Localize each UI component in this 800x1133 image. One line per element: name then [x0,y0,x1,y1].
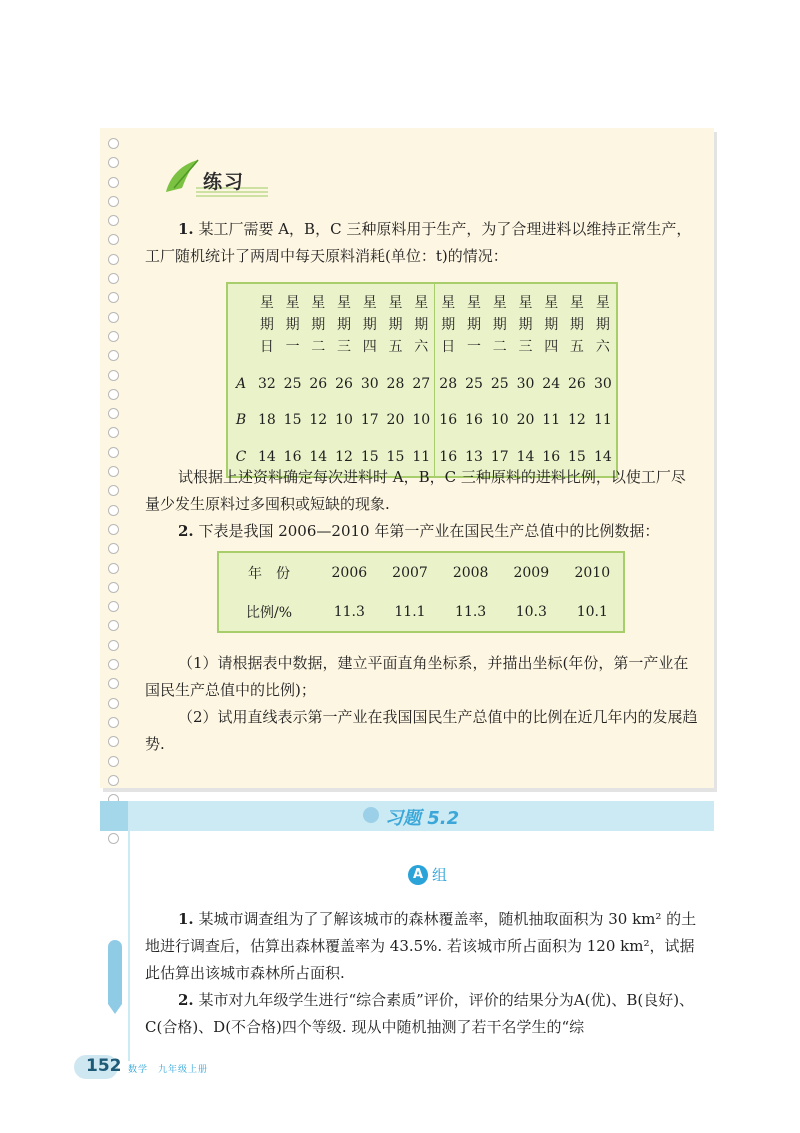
question-2-part-1: （1）请根据表中数据，建立平面直角坐标系，并描出坐标(年份，第一产业在国民生产总值中的比例)； [145,654,689,699]
row-label: B [235,412,247,429]
ring [108,833,119,844]
day-label: 星期二 [492,295,507,355]
table-cell: 25 [490,376,509,393]
table-cell: 10 [490,412,509,429]
table-cell: 12 [568,412,586,429]
table-cell: 10 [335,412,353,429]
year-cell: 2007 [392,564,428,581]
day-header [564,283,590,366]
day-header [280,283,306,366]
table-cell: 14 [309,449,328,466]
year-cell: 2008 [452,564,489,581]
ring [108,485,119,496]
ratio-cell: 11.3 [333,603,365,620]
exercise-question-1 [145,906,700,987]
practice-title: 练习 [203,171,246,193]
group-label: 组 [432,866,448,884]
table-cell: 24 [542,376,561,393]
question-2-text: 下表是我国 2006—2010 年第一产业在国民生产总值中的比例数据： [198,522,660,540]
table-cell: 28 [435,366,461,402]
ratio-cell: 11.3 [455,603,487,620]
table-cell: 15 [568,449,586,466]
material-consumption-table [226,282,618,478]
ring [108,543,119,554]
day-header [383,283,409,366]
exercise-side-line [128,831,130,1061]
question-2-number: 2. [178,522,194,540]
table-cell: 14 [516,449,535,466]
page-footer [74,1053,374,1083]
day-header [513,283,539,366]
ring [108,447,119,458]
ring [108,640,119,651]
table-cell: 30 [593,376,612,393]
day-header [487,283,513,366]
day-label: 星期三 [337,295,352,355]
ring [108,350,119,361]
table-cell: 10 [412,412,431,429]
ring [108,177,119,188]
day-header [435,283,461,366]
table-cell: 18 [257,412,276,429]
day-label: 星期日 [259,295,274,355]
day-header [305,283,331,366]
exercise-question-2-text: 某市对九年级学生进行“综合素质”评价，评价的结果分为A(优)、B(良好)、C(合格)、D(不合格)四个等级. 现从中随机抽测了若干名学生的“综 [145,991,695,1036]
day-label: 星期四 [362,295,377,355]
table-cell: 11 [593,412,612,429]
question-2 [145,518,700,545]
group-heading [408,864,447,885]
day-header [357,283,383,366]
row-label: A [235,376,247,393]
table-cell: 15 [360,449,379,466]
ring [108,698,119,709]
ring [108,331,119,342]
table-cell: 27 [412,376,431,393]
exercise-header-tab [100,801,128,831]
day-label: 星期六 [595,295,610,355]
day-header [254,283,280,366]
down-arrow-icon [108,1004,122,1014]
table-cell: 20 [386,412,405,429]
ring [108,138,119,149]
ring [108,196,119,207]
exercise-icon [363,807,379,823]
page-number: 152 [86,1056,122,1076]
ring [108,524,119,535]
table-cell: 30 [516,376,535,393]
ring [108,505,119,516]
table-cell: 11 [542,412,561,429]
year-row [218,552,624,592]
ring [108,736,119,747]
ring [108,408,119,419]
ratio-cell: 10.1 [576,603,608,620]
table-cell: 26 [568,376,586,393]
question-1 [145,216,700,270]
ratio-cell: 10.3 [515,603,547,620]
exercise-question-1-text: 某城市调查组为了了解该城市的森林覆盖率，随机抽取面积为 30 km² 的土地进行调查后，估算出森林覆盖率为 43.5%. 若该城市所占面积为 120 km²，试据此估算出该城市森林所占面积. [145,910,697,982]
ratio-table [217,551,625,633]
ring [108,273,119,284]
ring [108,756,119,767]
day-label: 星期五 [388,295,403,355]
ratio-label: 比例/% [245,604,293,621]
table-cell: 11 [412,449,431,466]
table-cell: 25 [283,376,302,393]
notebook-rings [108,138,128,852]
day-label: 星期三 [518,295,533,355]
exercise-question-2 [145,987,700,1041]
exercise-title: 习题 5.2 [385,808,460,829]
day-label: 星期五 [569,295,584,355]
ring [108,370,119,381]
table-cell: 15 [283,412,302,429]
table-cell: 17 [490,449,509,466]
table-cell: 30 [360,376,379,393]
question-1-text: 某工厂需要 A，B，C 三种原料用于生产，为了合理进料以维持正常生产，工厂随机统计了两周中每天原料消耗(单位：t)的情况： [145,220,692,265]
ring [108,234,119,245]
table-cell: 20 [516,412,535,429]
table-cell: 28 [386,376,405,393]
table-cell: 16 [435,402,461,438]
table-row [227,366,617,402]
year-cell: 2006 [331,564,368,581]
table-cell: 25 [465,376,483,393]
ring [108,659,119,670]
side-tab [108,940,122,1004]
table-cell: 12 [335,449,353,466]
table-cell: 26 [335,376,353,393]
day-label: 星期二 [311,295,326,355]
question-1-followup: 试根据上述资料确定每次进料时 A，B，C 三种原料的进料比例，以使工厂尽量少发生原料过多囤积或短缺的现象. [145,468,686,513]
table-cell: 26 [309,376,328,393]
ring [108,582,119,593]
ring [108,466,119,477]
table-cell: 16 [435,438,461,477]
ratio-row [218,592,624,632]
day-header [538,283,564,366]
year-cell: 2010 [574,564,611,581]
ring [108,292,119,303]
year-cell: 2009 [513,564,550,581]
table-cell: 15 [386,449,405,466]
table-cell: 16 [283,449,302,466]
ring [108,215,119,226]
ring [108,678,119,689]
ring [108,717,119,728]
ring [108,620,119,631]
day-header [331,283,357,366]
table-cell: 13 [465,449,483,466]
table-cell: 16 [465,412,483,429]
ring [108,157,119,168]
ring [108,563,119,574]
ring [108,254,119,265]
ratio-cell: 11.1 [394,603,426,620]
table-header-row [227,283,617,366]
table-cell: 16 [542,449,561,466]
question-1-number: 1. [178,220,194,238]
ring [108,389,119,400]
day-label: 星期六 [414,295,429,355]
day-label: 星期日 [441,295,456,355]
question-2-part-2: （2）试用直线表示第一产业在我国国民生产总值中的比例在近几年内的发展趋势. [145,708,698,753]
table-cell: 12 [309,412,328,429]
corner-cell [227,283,254,366]
ring [108,601,119,612]
table-cell: 14 [593,449,612,466]
day-label: 星期一 [285,295,300,355]
row-label: C [235,449,247,466]
day-header [461,283,487,366]
ring [108,312,119,323]
table-cell: 32 [257,376,276,393]
year-label: 年 份 [248,565,290,582]
table-cell: 14 [257,449,276,466]
book-info: 数学 九年级上册 [128,1065,209,1075]
day-label: 星期四 [544,295,559,355]
table-row [227,402,617,438]
ring [108,775,119,786]
day-header [408,283,434,366]
exercise-question-1-number: 1. [178,910,194,928]
group-badge: A [408,865,428,885]
day-header [590,283,617,366]
ring [108,427,119,438]
day-label: 星期一 [467,295,482,355]
exercise-question-2-number: 2. [178,991,194,1009]
table-cell: 17 [360,412,379,429]
